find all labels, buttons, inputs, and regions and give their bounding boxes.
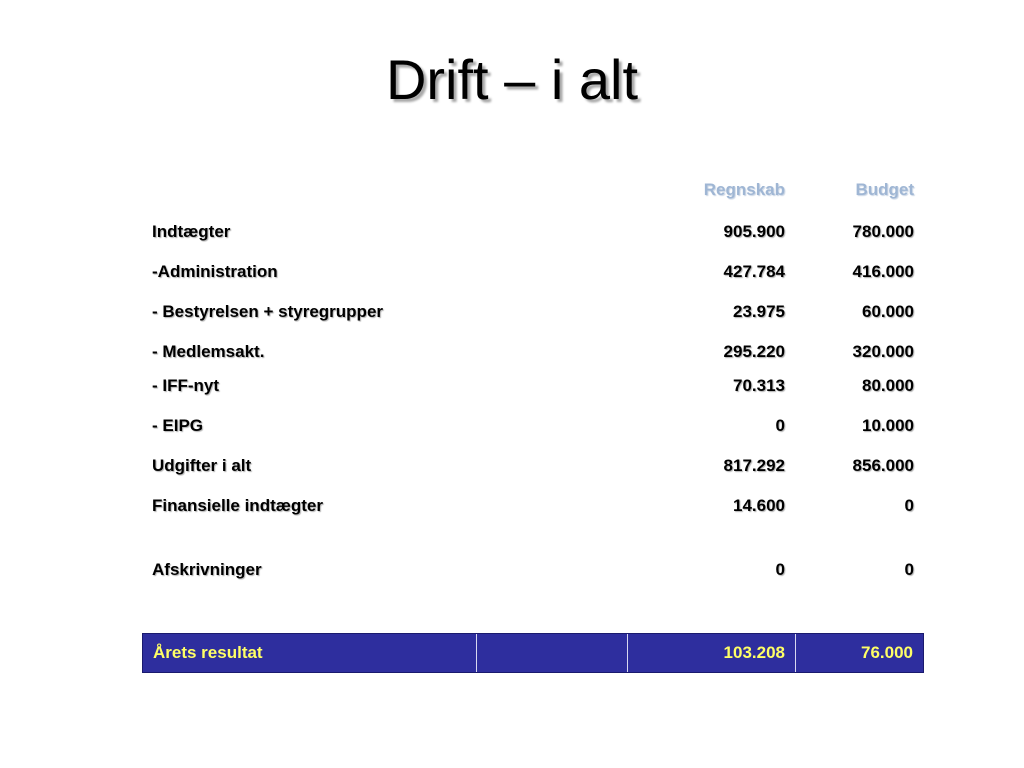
table-row (142, 212, 924, 252)
row-budget: 10.000 (862, 416, 914, 435)
row-regnskab: 14.600 (733, 496, 785, 515)
row-label: Finansielle indtægter (152, 496, 323, 515)
table-row (142, 486, 924, 526)
table-header-row (142, 170, 924, 210)
table-row (142, 292, 924, 332)
result-row (142, 633, 924, 673)
row-regnskab: 817.292 (723, 456, 785, 475)
row-label: - EIPG (152, 416, 204, 435)
row-label: - IFF-nyt (152, 376, 220, 395)
row-budget: 80.000 (862, 376, 914, 395)
row-budget: 0 (904, 560, 914, 579)
row-label: Udgifter i alt (152, 456, 252, 475)
row-budget: 416.000 (852, 262, 914, 281)
row-regnskab: 70.313 (733, 376, 785, 395)
table-row (142, 366, 924, 406)
row-budget: 780.000 (852, 222, 914, 241)
table-row (142, 406, 924, 446)
row-budget: 0 (904, 496, 914, 515)
result-regnskab: 103.208 (628, 634, 796, 672)
header-regnskab: Regnskab (703, 180, 785, 199)
row-budget: 60.000 (862, 302, 914, 321)
row-label: - Bestyrelsen + styregrupper (152, 302, 384, 321)
table-row (142, 252, 924, 292)
row-regnskab: 0 (775, 416, 785, 435)
header-budget: Budget (855, 180, 914, 199)
result-empty-cell (477, 634, 628, 672)
row-regnskab: 905.900 (723, 222, 785, 241)
row-regnskab: 0 (775, 560, 785, 579)
slide-title: Drift – i alt (385, 48, 639, 111)
row-regnskab: 427.784 (723, 262, 785, 281)
row-budget: 856.000 (852, 456, 914, 475)
table-row (142, 446, 924, 486)
row-label: Afskrivninger (152, 560, 262, 579)
row-label: - Medlemsakt. (152, 342, 265, 361)
row-budget: 320.000 (852, 342, 914, 361)
row-label: Indtægter (152, 222, 231, 241)
row-regnskab: 23.975 (733, 302, 785, 321)
table-row (142, 550, 924, 590)
header-label (152, 170, 622, 210)
row-label: -Administration (152, 262, 278, 281)
result-budget: 76.000 (861, 643, 913, 662)
result-label: Årets resultat (143, 634, 477, 672)
row-regnskab: 295.220 (723, 342, 785, 361)
